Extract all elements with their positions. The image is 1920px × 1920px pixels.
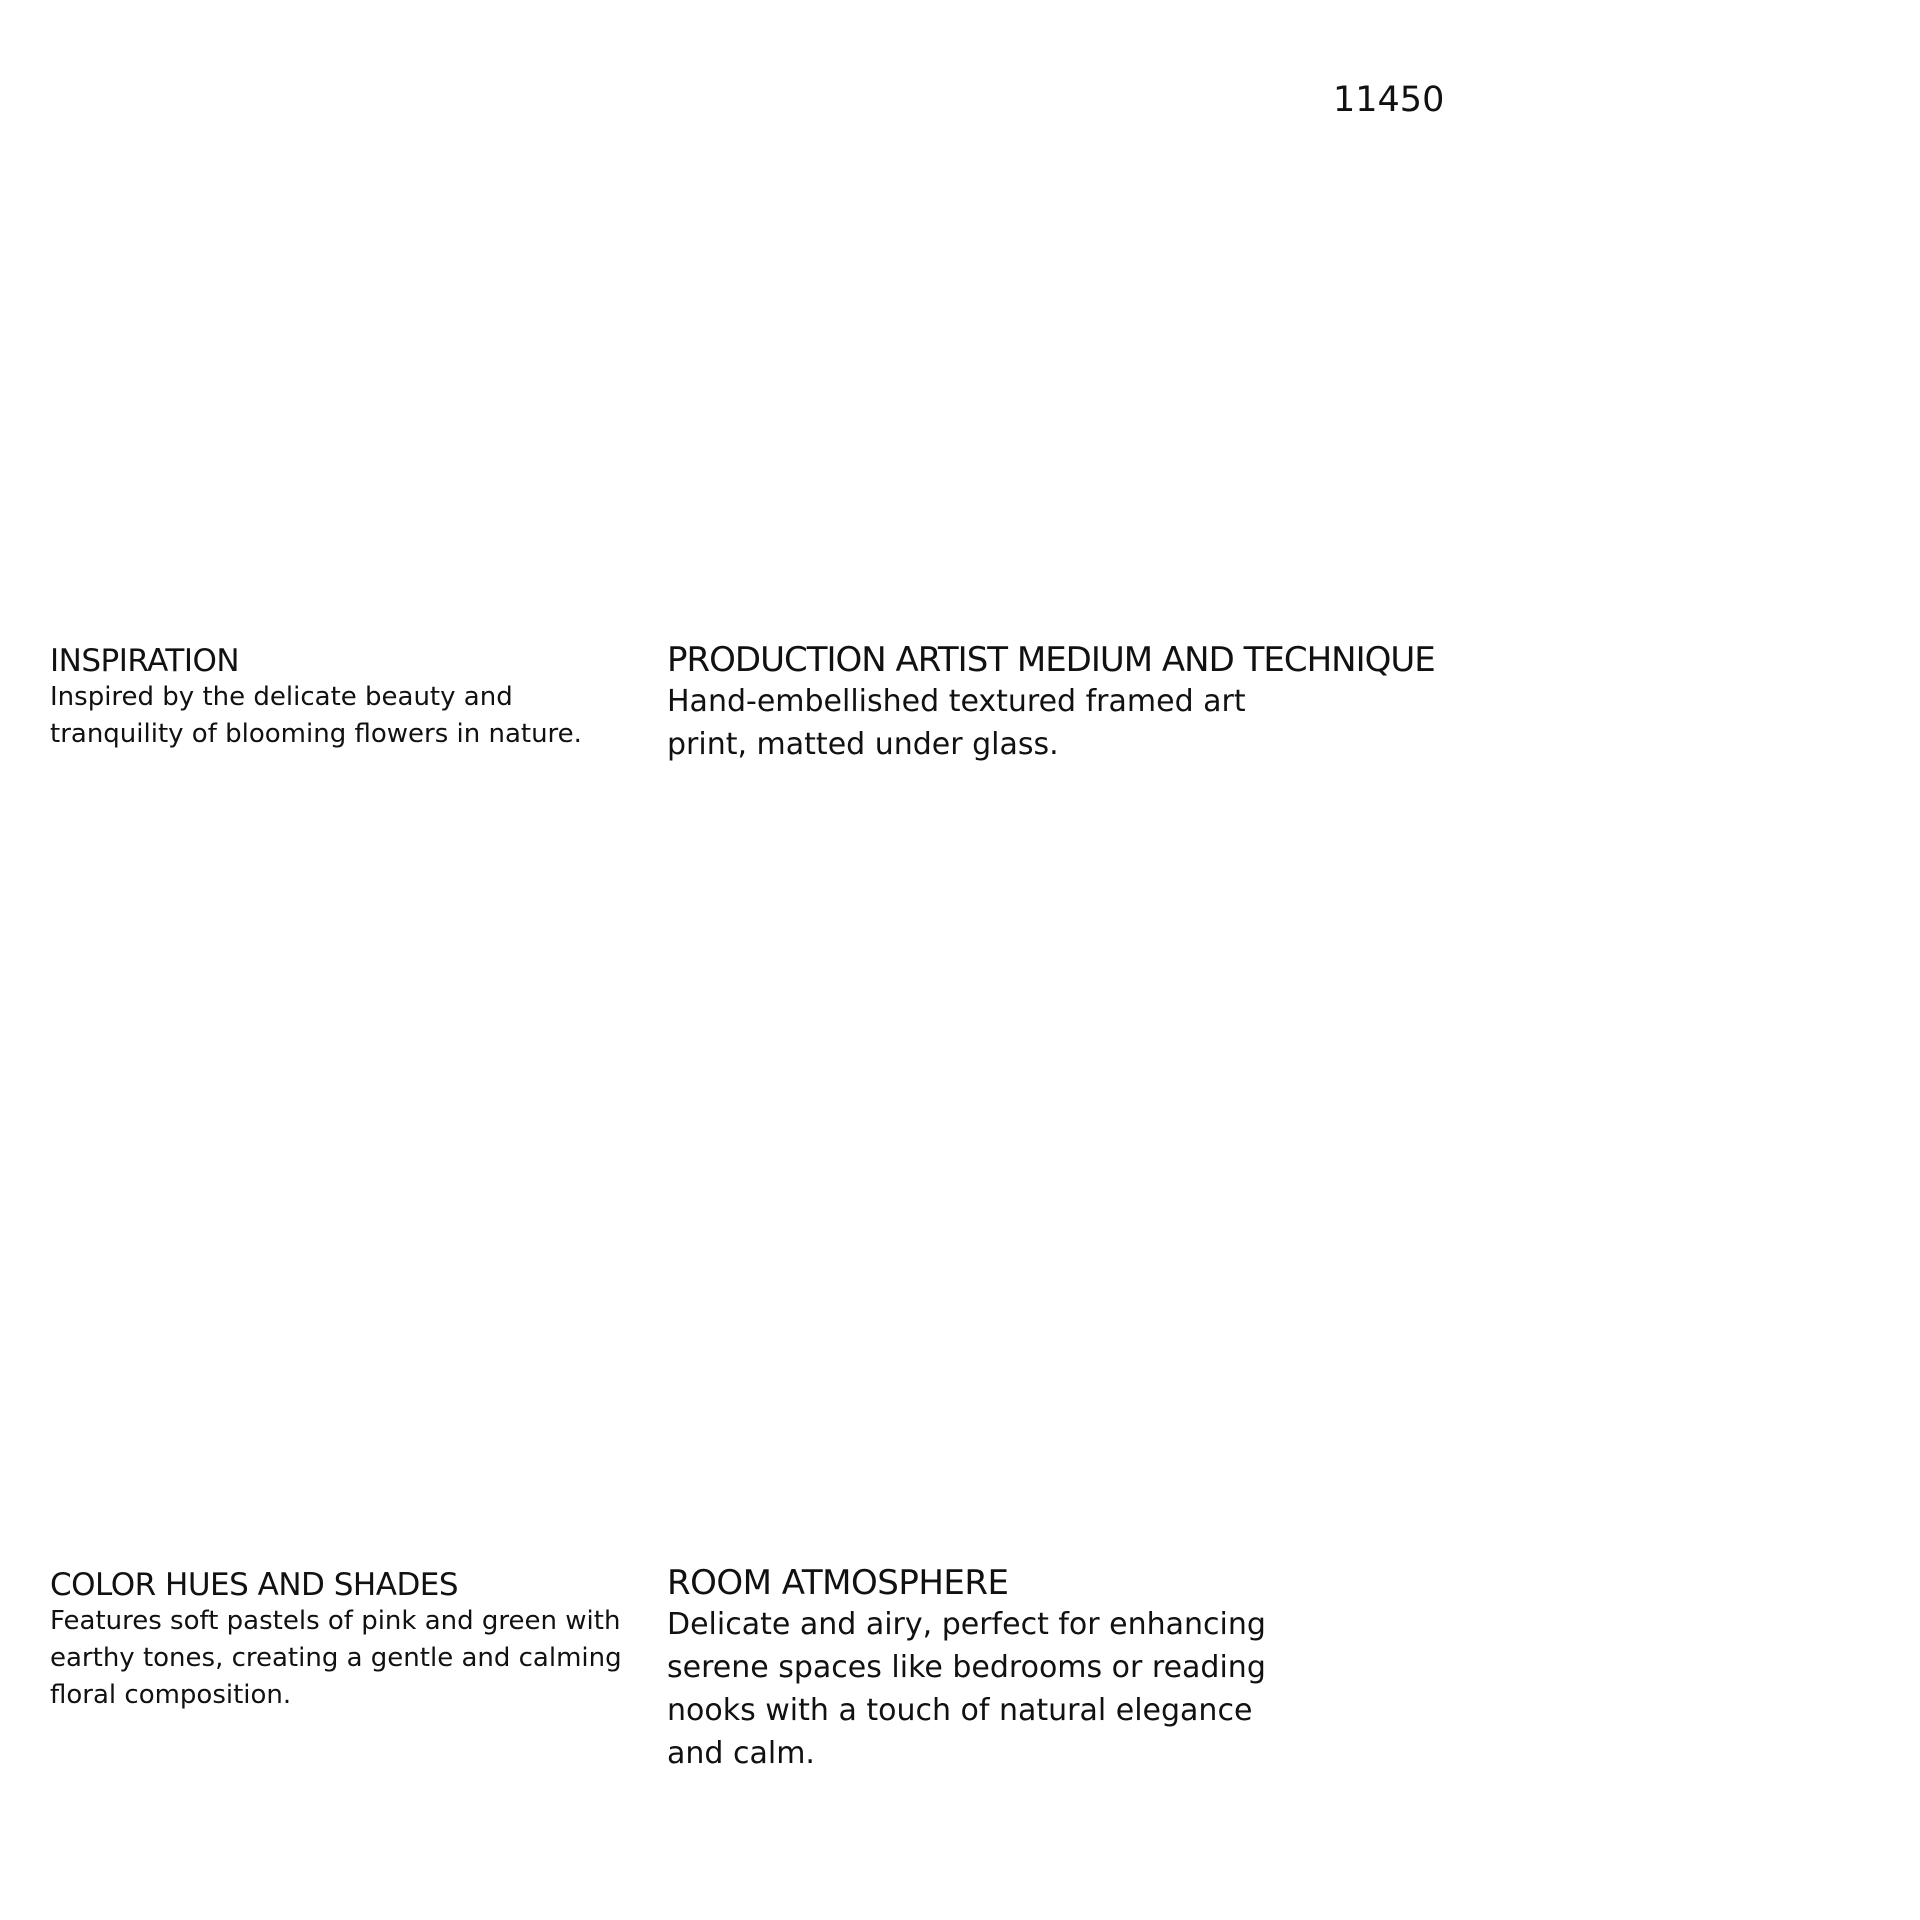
color-heading: COLOR HUES AND SHADES bbox=[50, 1567, 459, 1603]
document-id: 11450 bbox=[1333, 80, 1445, 120]
color-body: Features soft pastels of pink and green with earthy tones, creating a gentle and calming floral composition. bbox=[50, 1606, 622, 1710]
inspiration-heading: INSPIRATION bbox=[50, 643, 240, 679]
room-atmosphere-section bbox=[667, 1563, 1287, 1775]
room-atmosphere-heading: ROOM ATMOSPHERE bbox=[667, 1563, 1009, 1603]
inspiration-section bbox=[50, 643, 650, 753]
production-body: Hand-embellished textured framed art print, matted under glass. bbox=[667, 684, 1246, 762]
room-atmosphere-body: Delicate and airy, perfect for enhancing serene spaces like bedrooms or reading nooks with a touch of natural elegance and calm. bbox=[667, 1607, 1266, 1771]
color-section bbox=[50, 1567, 650, 1714]
production-section bbox=[667, 640, 1567, 766]
inspiration-body: Inspired by the delicate beauty and tranquility of blooming flowers in nature. bbox=[50, 682, 582, 749]
production-heading: PRODUCTION ARTIST MEDIUM AND TECHNIQUE bbox=[667, 640, 1435, 680]
